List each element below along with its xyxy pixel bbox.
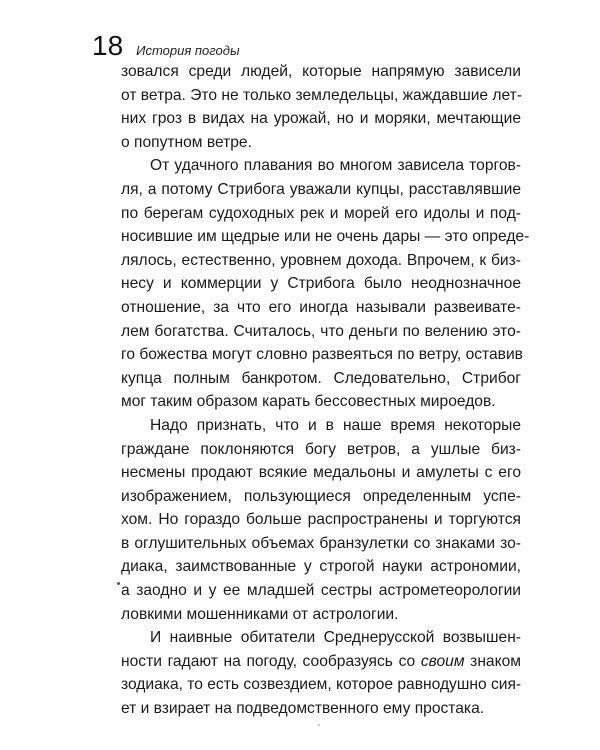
text-line: в оглушительных объемах бранзулетки со знаками зо-: [121, 534, 521, 552]
text-line: зодиака, то есть созвездием, которое равнодушно сия-: [121, 676, 522, 694]
text-line: зовался среди людей, которые напрямую зависели: [121, 63, 521, 80]
text-line: лялось, естественно, уровнем дохода. Впрочем, к биз-: [121, 251, 521, 269]
body-text: [121, 60, 530, 721]
print-speck: [117, 582, 120, 585]
text-line: изображением, пользующиеся определенным успе-: [121, 487, 521, 505]
print-speck: [318, 724, 320, 726]
text-fragment: ности гадают на погоду, сообразуясь со: [121, 652, 421, 670]
text-line: по берегам судоходных рек и морей его идолы и под-: [121, 204, 521, 222]
text-line: них гроз в видах на урожай, но и моряки, мечтающие: [121, 110, 521, 128]
text-line-with-italic: [121, 650, 521, 674]
text-line: Надо признать, что и в наше время некоторые: [150, 416, 521, 434]
text-line: отношение, за что его иногда называли развеивате-: [121, 298, 521, 316]
text-line: граждане поклоняются богу ветров, а ушлые биз-: [121, 440, 521, 458]
text-fragment: знаком: [464, 652, 521, 670]
text-line: о попутном ветре.: [121, 133, 252, 151]
text-line: носившие им щедрые или не очень дары — это опреде-: [121, 228, 530, 246]
text-line: купца полным банкротом. Следовательно, Стрибог: [121, 369, 521, 387]
text-line: мог таким образом карать бессовестных мироедов.: [121, 393, 496, 411]
text-line: несу и коммерции у Стрибога было неоднозначное: [121, 275, 521, 293]
text-line: ловкими мошенниками от астрологии.: [121, 605, 399, 623]
text-line: го божества могут словно развеяться по ветру, оставив: [121, 346, 523, 364]
italic-word: своим: [420, 652, 465, 670]
text-line: хом. Но гораздо больше распространены и торгуются: [121, 511, 521, 529]
page-number: 18: [92, 30, 124, 61]
text-line: от ветра. Это не только земледельцы, жаждавшие лет-: [121, 86, 523, 104]
text-line: ет и взирает на подведомственного ему простака.: [121, 700, 485, 718]
running-title: История погоды: [136, 43, 240, 58]
text-line: От удачного плавания во многом зависела торгов-: [150, 157, 521, 175]
text-line: диака, заимствованные у строгой науки астрономии,: [121, 558, 521, 576]
text-line: а заодно и у ее младшей сестры астрометеорологии: [121, 582, 521, 600]
text-line: лем богатства. Считалось, что деньги по велению это-: [121, 322, 521, 340]
text-line: И наивные обитатели Среднерусской возвышен-: [150, 629, 521, 647]
text-line: несмены продают всякие медальоны и амулеты с его: [121, 464, 521, 482]
text-line: ля, а потому Стрибога уважали купцы, расставлявшие: [121, 180, 521, 198]
page-header: [92, 30, 240, 62]
